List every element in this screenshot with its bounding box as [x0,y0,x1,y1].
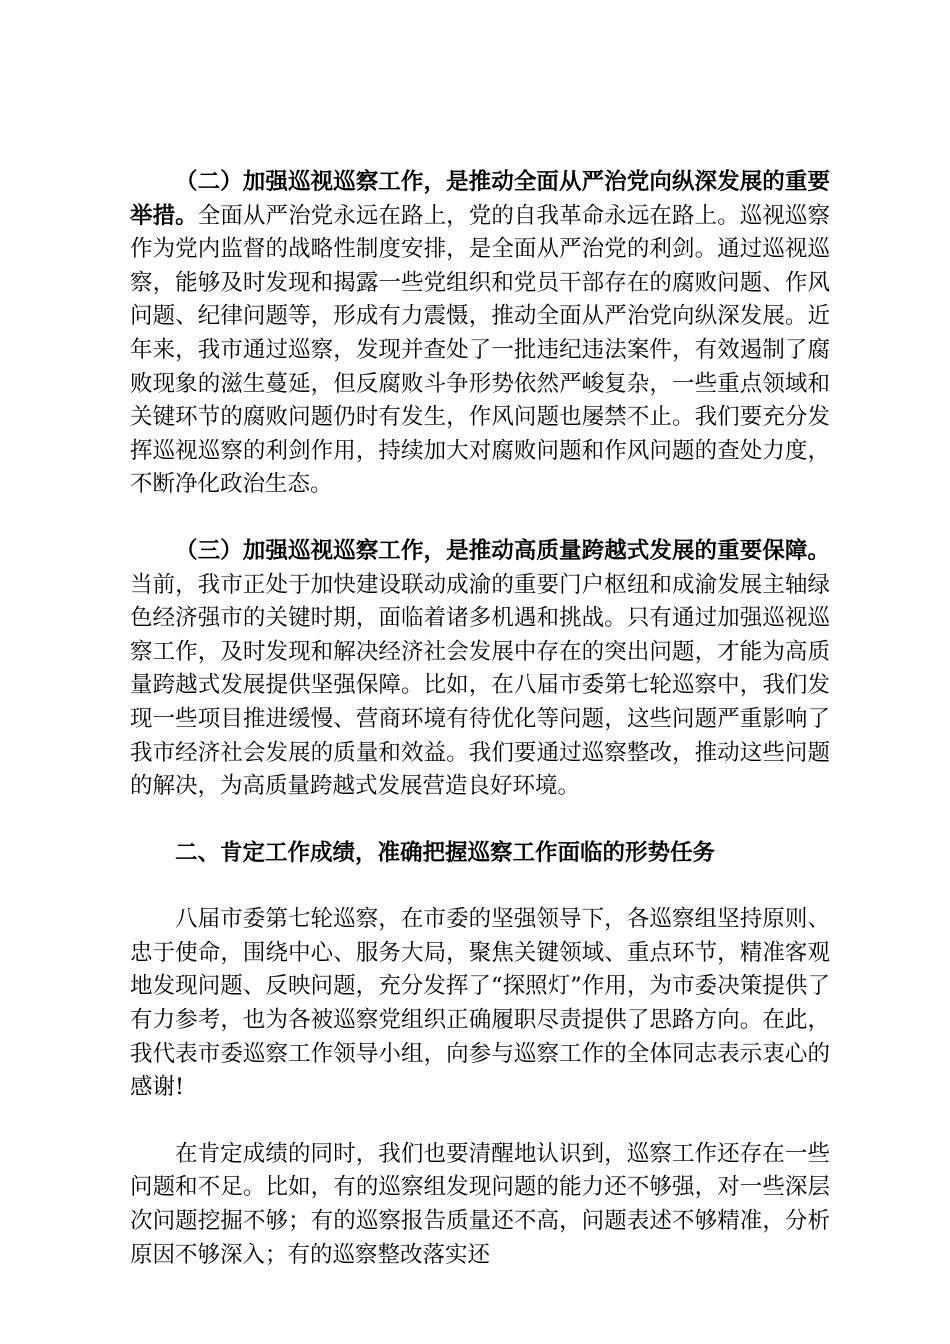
paragraph-lead: （二）加强巡视巡察工作，是推动全面从严治党向纵深发展的重要举措。 [130,169,830,229]
paragraph-lead: （三）加强巡视巡察工作，是推动高质量跨越式发展的重要保障。 [175,537,830,564]
body-paragraph: 八届市委第七轮巡察，在市委的坚强领导下，各巡察组坚持原则、忠于使命，围绕中心、服务大局，聚焦关键领域、重点环节，精准客观地发现问题、反映问题，充分发挥了“探照灯”作用，为市委决策提供了有力参考，也为各被巡察党组织正确履职尽责提供了思路方向。在此，我代表市委巡察工作领导小组，向参与巡察工作的全体同志表示衷心的感谢! [130,906,830,1101]
section-heading: 二、肯定工作成绩，准确把握巡察工作面临的形势任务 [175,839,716,866]
paragraph-two [130,166,830,502]
document-page [130,166,830,1305]
body-paragraph: 在肯定成绩的同时，我们也要清醒地认识到，巡察工作还存在一些问题和不足。比如，有的巡察组发现问题的能力还不够强，对一些深层次问题挖掘不够；有的巡察报告质量还不高，问题表述不够精准，分析原因不够深入；有的巡察整改落实还 [130,1140,830,1268]
paragraph-body: 当前，我市正处于加快建设联动成渝的重要门户枢纽和成渝发展主轴绿色经济强市的关键时期，面临着诸多机遇和挑战。只有通过加强巡视巡察工作，及时发现和解决经济社会发展中存在的突出问题，才能为高质量跨越式发展提供坚强保障。比如，在八届市委第七轮巡察中，我们发现一些项目推进缓慢、营商环境有待优化等问题，这些问题严重影响了我市经济社会发展的质量和效益。我们要通过巡察整改，推动这些问题的解决，为高质量跨越式发展营造良好环境。 [130,571,830,800]
paragraph-body: 全面从严治党永远在路上，党的自我革命永远在路上。巡视巡察作为党内监督的战略性制度安排，是全面从严治党的利剑。通过巡视巡察，能够及时发现和揭露一些党组织和党员干部存在的腐败问题、作风问题、纪律问题等，形成有力震慑，推动全面从严治党向纵深发展。近年来，我市通过巡察，发现并查处了一批违纪违法案件，有效遏制了腐败现象的滋生蔓延，但反腐败斗争形势依然严峻复杂，一些重点领域和关键环节的腐败问题仍时有发生，作风问题也屡禁不止。我们要充分发挥巡视巡察的利剑作用，持续加大对腐败问题和作风问题的查处力度，不断净化政治生态。 [130,202,830,498]
paragraph-three [130,535,830,804]
